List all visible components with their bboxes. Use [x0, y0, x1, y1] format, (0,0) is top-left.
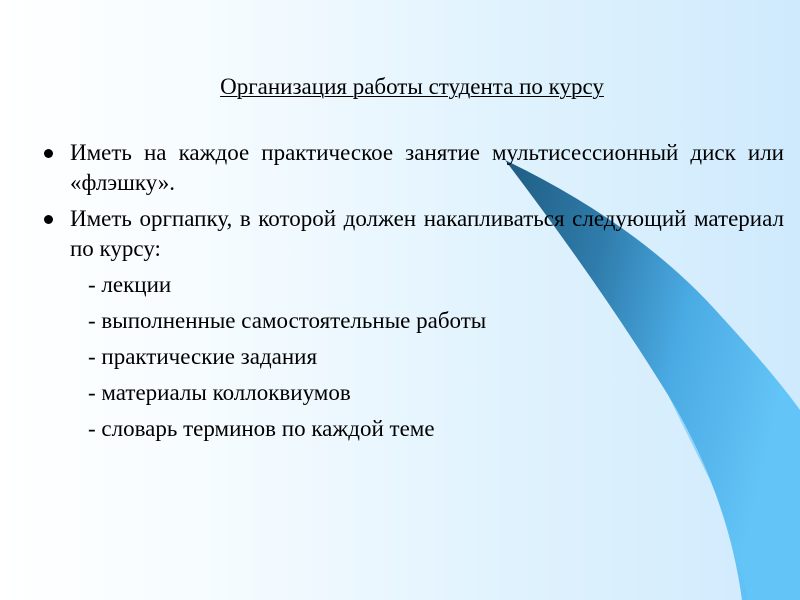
- bullet-text: Иметь на каждое практическое занятие мультисессионный диск или «флэшку».: [70, 140, 784, 195]
- sub-list-item: - выполненные самостоятельные работы: [88, 308, 487, 333]
- bullet-item: [40, 138, 784, 198]
- slide-title: Организация работы студента по курсу: [220, 74, 604, 99]
- bullet-text: Иметь оргпапку, в которой должен накапливаться следующий материал по курсу:: [70, 206, 784, 261]
- sub-list-item: - практические задания: [88, 344, 318, 369]
- bullet-icon: [44, 149, 53, 158]
- sub-list-item: - лекции: [88, 272, 172, 297]
- sub-list-item: - словарь терминов по каждой теме: [88, 416, 435, 441]
- slide-content: [40, 138, 784, 450]
- bullet-icon: [44, 215, 53, 224]
- sub-list-item: - материалы коллоквиумов: [88, 380, 351, 405]
- bullet-item: [40, 204, 784, 264]
